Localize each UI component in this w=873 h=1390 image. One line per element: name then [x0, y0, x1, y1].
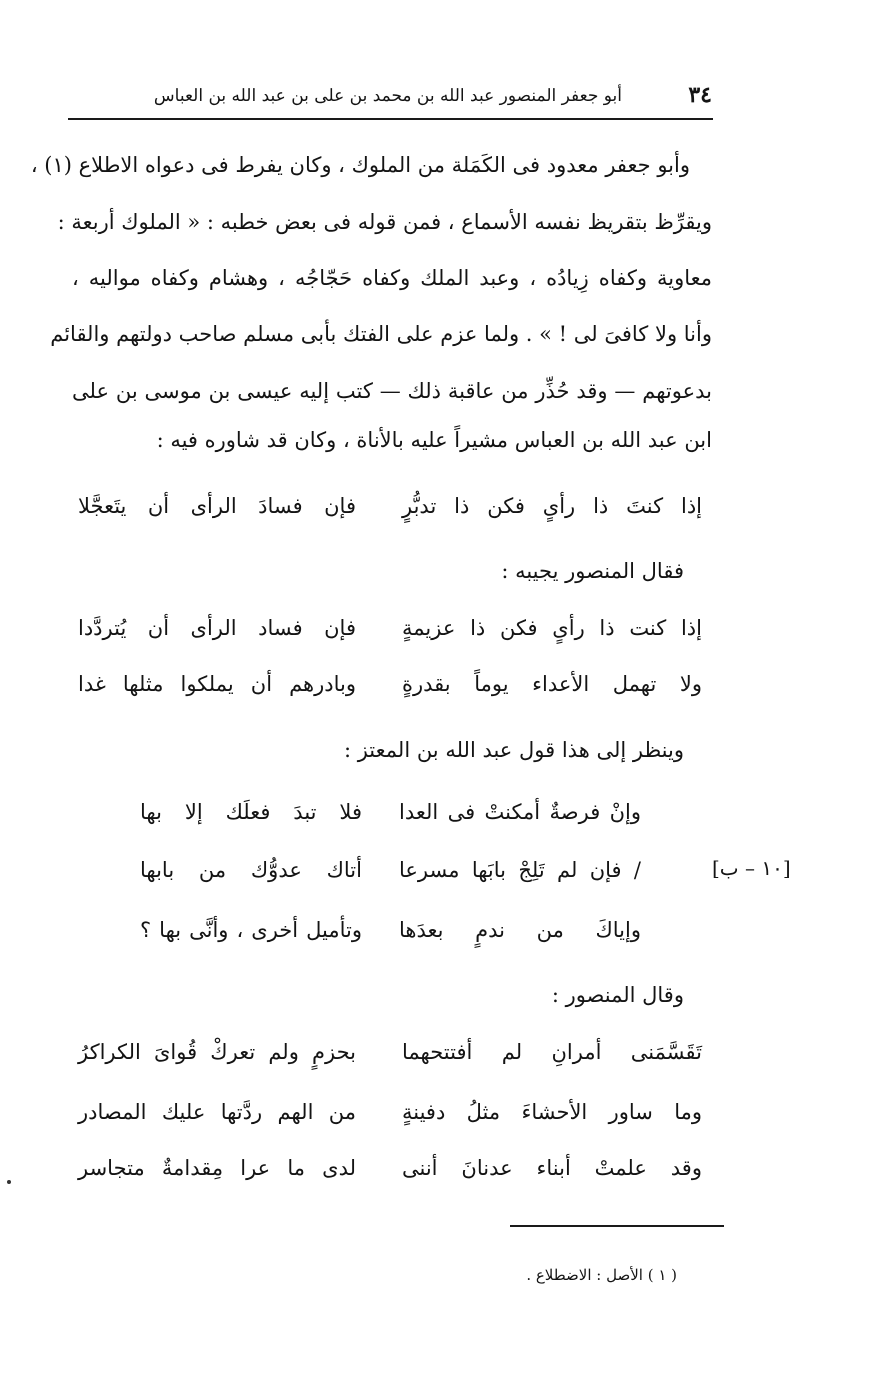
verse-first-hemistich: وإياكَ من ندمٍ بعدَها: [399, 918, 641, 942]
page-number: ٣٤: [688, 82, 712, 108]
verse-second-hemistich: بحزمٍ ولم تعركْ قُواىَ الكراكرُ: [78, 1040, 356, 1064]
verse-first-hemistich: إذا كنتَ ذا رأىٍ فكن ذا تدبُّرٍ: [402, 494, 702, 518]
verse-first-hemistich: إذا كنت ذا رأىٍ فكن ذا عزيمةٍ: [402, 616, 702, 640]
verse-first-hemistich: تَقَسَّمَنى أمرانِ لم أفتتحهما: [402, 1040, 702, 1064]
verse-first-hemistich: / فإن لم تَلِجْ بابَها مسرعا: [399, 858, 641, 882]
running-header: [70, 82, 712, 116]
verse-second-hemistich: لدى ما عرا مِقدامةٌ متجاسر: [78, 1156, 356, 1180]
verse-first-hemistich: وقد علمتْ أبناء عدنانَ أننى: [402, 1156, 702, 1180]
footnote: ( ١ ) الأصل : الاضطلاع .: [526, 1266, 677, 1284]
prose-line: وأبو جعفر معدود فى الكَمَلة من الملوك ، وكان يفرط فى دعواه الاطلاع (١) ،: [30, 153, 690, 177]
verse-second-hemistich: فلا تبدَ فعلَك إلا بها: [140, 800, 362, 824]
verse-second-hemistich: وتأميل أخرى ، وأنَّى بها ؟: [140, 918, 362, 942]
footnote-rule: [510, 1225, 724, 1227]
verse-intro: وقال المنصور :: [551, 983, 684, 1007]
running-title: أبو جعفر المنصور عبد الله بن محمد بن على بن عبد الله بن العباس: [153, 86, 622, 106]
verse-second-hemistich: أتاك عدوُّك من بابها: [140, 858, 362, 882]
scan-speck: [7, 1180, 11, 1184]
header-rule: [68, 118, 713, 120]
verse-second-hemistich: وبادرهم أن يملكوا مثلها غدا: [78, 672, 356, 696]
verse-intro: وينظر إلى هذا قول عبد الله بن المعتز :: [343, 738, 684, 762]
verse-intro: فقال المنصور يجيبه :: [501, 559, 684, 583]
verse-second-hemistich: من الهم ردَّتها عليك المصادر: [78, 1100, 356, 1124]
verse-first-hemistich: وإنْ فرصةٌ أمكنتْ فى العدا: [399, 800, 641, 824]
manuscript-folio-marker: [١٠ – ب]: [712, 856, 791, 880]
prose-line: ابن عبد الله بن العباس مشيراً عليه بالأناة ، وكان قد شاوره فيه :: [156, 428, 712, 452]
verse-second-hemistich: فإن فساد الرأى أن يُتردَّدا: [78, 616, 356, 640]
verse-second-hemistich: فإن فسادَ الرأى أن يتَعجَّلا: [78, 494, 356, 518]
verse-first-hemistich: وما ساور الأحشاءَ مثلُ دفينةٍ: [402, 1100, 702, 1124]
prose-line: وأنا ولا كافىَ لى ! » . ولما عزم على الفتك بأبى مسلم صاحب دولتهم والقائم: [50, 322, 712, 346]
prose-line: بدعوتهم — وقد حُذِّر من عاقبة ذلك — كتب إليه عيسى بن موسى بن على: [72, 379, 712, 403]
verse-first-hemistich: ولا تهمل الأعداء يوماً بقدرةٍ: [402, 672, 702, 696]
prose-line: ويقرِّظ بتقريظ نفسه الأسماع ، فمن قوله فى بعض خطبه : « الملوك أربعة :: [57, 210, 712, 234]
prose-line: معاوية وكفاه زِيادُه ، وعبد الملك وكفاه حَجّاجُه ، وهشام وكفاه مواليه ،: [72, 266, 712, 290]
